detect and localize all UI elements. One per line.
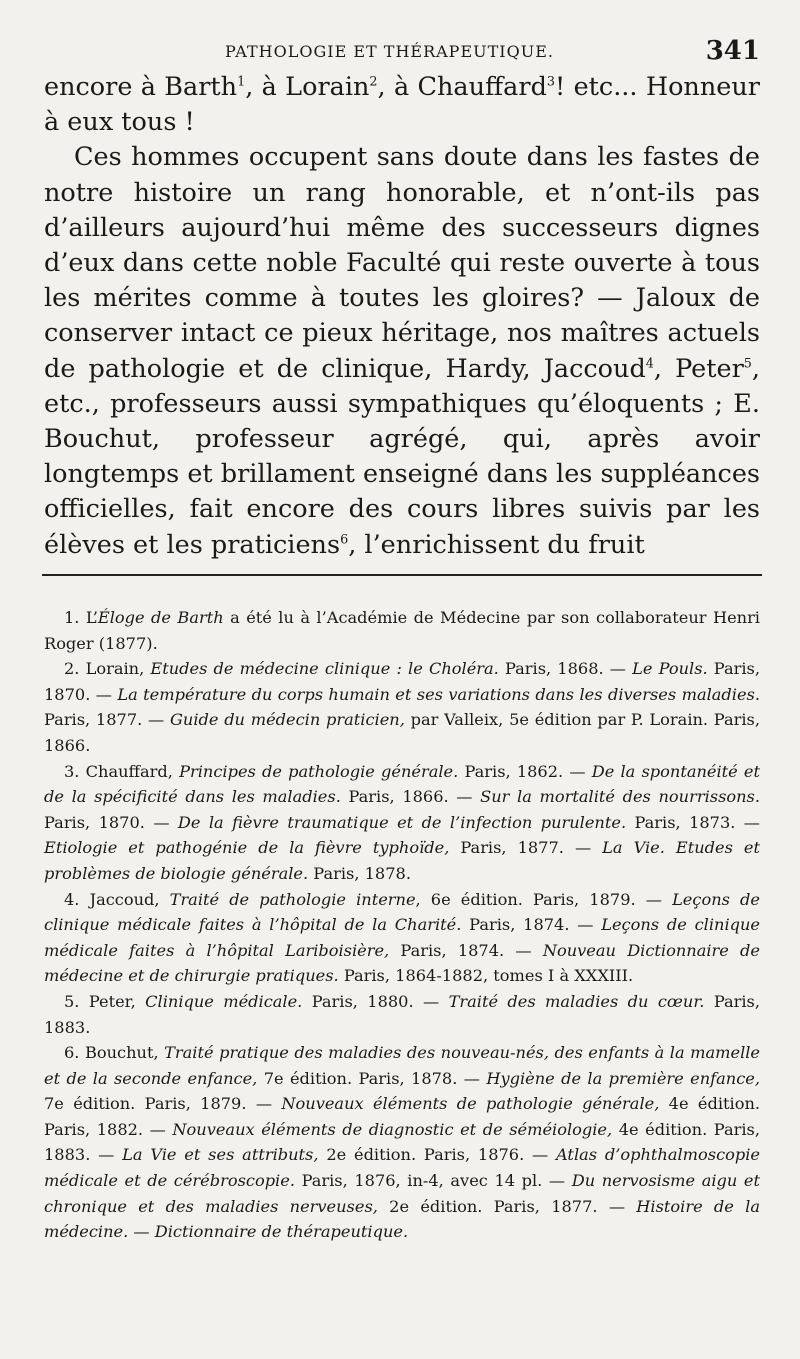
text-run: a été lu à l’Académie de Médecine par son collaborateur Henri Roger (1877). xyxy=(44,608,760,653)
footnote-ref: 1 xyxy=(237,74,246,90)
paragraph xyxy=(44,140,760,562)
title-italic: Leçons de clinique médicale faites à l’hôpital Lariboisière, xyxy=(44,915,760,960)
text-run: Jaccoud, xyxy=(89,889,170,909)
text-run: encore à Barth xyxy=(44,72,238,102)
text-run: Paris, 1873. — xyxy=(626,812,760,832)
footnote-number: 1. xyxy=(64,608,80,627)
title-italic: Histoire de la médecine. xyxy=(44,1196,760,1242)
text-run: , etc., professeurs aussi sympathiques qu’éloquents ; E. Bouchut, professeur agrégé, qui, après avoir longtemps et brillament enseigné dans les suppléances officielles, fait encore des cours libres suivis par les élèves et les praticiens xyxy=(44,353,760,560)
title-italic: Traité pratique des maladies des nouveau-nés, des enfants à la mamelle et de la seconde enfance, xyxy=(44,1043,761,1088)
title-italic: Traité de pathologie interne xyxy=(169,889,416,909)
text-run: 2e édition. Paris, 1877. — xyxy=(377,1196,637,1216)
text-run: L’ xyxy=(85,608,98,627)
title-italic: La température du corps humain et ses variations dans les diverses maladies. xyxy=(117,684,760,704)
text-run: Lorain, xyxy=(85,659,151,679)
text-run: Paris, 1870. — xyxy=(44,812,178,832)
title-italic: Hygiène de la première enfance, xyxy=(486,1068,760,1088)
text-run: , 6e édition. Paris, 1879. — xyxy=(415,889,673,909)
title-italic: Sur la mortalité des nourrissons. xyxy=(480,787,760,807)
page-number: 341 xyxy=(705,36,760,66)
title-italic: Etudes de médecine clinique : le Choléra. xyxy=(150,659,499,679)
text-run: Peter, xyxy=(88,991,146,1011)
text-run: 2e édition. Paris, 1876. — xyxy=(318,1145,557,1165)
title-italic: Guide du médecin praticien, xyxy=(169,710,405,730)
footnote-ref: 2 xyxy=(369,74,378,90)
footnotes xyxy=(44,605,760,1245)
running-title: PATHOLOGIE ET THÉRAPEUTIQUE. xyxy=(225,42,554,61)
title-italic: Dictionnaire de thérapeutique. xyxy=(154,1222,409,1242)
title-italic: Nouveau Dictionnaire de médecine et de chirurgie pratiques. xyxy=(44,940,761,986)
footnote-ref: 3 xyxy=(546,74,556,90)
text-run: par Valleix, 5e édition par P. Lorain. Paris, 1866. xyxy=(44,710,760,755)
footnote-number: 4. xyxy=(64,889,80,909)
footnote-2 xyxy=(44,656,760,758)
title-italic: Éloge de Barth xyxy=(97,608,224,627)
page-header xyxy=(225,36,760,70)
text-run: 4e édition. Paris, 1882. — xyxy=(44,1094,761,1139)
text-run: 7e édition. Paris, 1878. — xyxy=(257,1068,487,1088)
text-run: Paris, 1862. — xyxy=(458,761,592,781)
footnote-number: 3. xyxy=(64,761,80,781)
title-italic: Principes de pathologie générale. xyxy=(179,761,459,781)
text-run: Paris, 1880. — xyxy=(302,991,449,1011)
footnote-number: 2. xyxy=(64,659,80,679)
footnote-separator xyxy=(42,574,762,576)
footnote-ref: 6 xyxy=(340,532,349,548)
title-italic: Atlas d’ophthalmoscopie médicale et de cérébroscopie. xyxy=(44,1145,761,1191)
text-run: 7e édition. Paris, 1879. — xyxy=(44,1094,282,1114)
text-run: , à Lorain xyxy=(245,72,370,102)
text-run: Paris, 1876, in-4, avec 14 pl. — xyxy=(294,1171,572,1191)
title-italic: Le Pouls. xyxy=(632,659,708,679)
footnote-number: 5. xyxy=(64,991,80,1011)
title-italic: Nouveaux éléments de pathologie générale, xyxy=(281,1094,660,1114)
title-italic: Etiologie et pathogénie de la fièvre typhoïde, xyxy=(44,838,450,858)
text-run: Paris, 1874. — xyxy=(389,940,543,960)
text-run: Paris, 1864-1882, tomes I à XXXIII. xyxy=(338,966,634,986)
title-italic: De la fièvre traumatique et de l’infection purulente. xyxy=(177,812,627,832)
text-run: Paris, 1870. — xyxy=(44,659,760,704)
title-italic: Traité des maladies du cœur. xyxy=(448,991,705,1011)
text-run: 4e édition. Paris, 1883. — xyxy=(44,1119,760,1165)
text-run: Paris, 1883. xyxy=(44,991,760,1037)
title-italic: De la spontanéité et de la spécificité dans les maladies. xyxy=(44,761,761,807)
text-run: Ces hommes occupent sans doute dans les fastes de notre histoire un rang honorable, et n’ont-ils pas d’ailleurs aujourd’hui même des successeurs dignes d’eux dans cette noble Faculté qui reste ouverte à tous les mérites comme à toutes les gloires? — Jaloux de conserver intact ce pieux héritage, nos maîtres actuels de pathologie et de clinique, Hardy, Jaccoud xyxy=(44,142,760,384)
footnote-6 xyxy=(44,1040,760,1245)
title-italic: Leçons de clinique médicale faites à l’hôpital de la Charité. xyxy=(44,889,760,935)
title-italic: Clinique médicale. xyxy=(145,991,303,1011)
text-run: Paris, 1868. — xyxy=(498,659,633,679)
footnote-3 xyxy=(44,759,760,887)
footnote-number: 6. xyxy=(64,1043,80,1063)
title-italic: La Vie et ses attributs, xyxy=(122,1145,319,1165)
text-run: Paris, 1866. — xyxy=(340,787,481,807)
footnote-ref: 4 xyxy=(645,356,654,372)
text-run: Paris, 1877. — xyxy=(449,838,603,858)
title-italic: Du nervosisme aigu et chronique et des maladies nerveuses, xyxy=(44,1171,760,1216)
text-run: Paris, 1874. — xyxy=(461,915,602,935)
footnote-1 xyxy=(44,605,760,656)
title-italic: La Vie. Etudes et problèmes de biologie générale. xyxy=(44,838,760,883)
text-run: , Peter xyxy=(653,353,744,384)
title-italic: Nouveaux éléments de diagnostic et de séméiologie, xyxy=(172,1119,613,1139)
main-text xyxy=(44,70,760,563)
text-run: Paris, 1877. — xyxy=(44,710,170,730)
text-run: , l’enrichissent du fruit xyxy=(348,529,645,560)
text-run: ! etc... Honneur à eux tous ! xyxy=(44,72,760,138)
text-run: Chauffard, xyxy=(85,761,180,781)
text-run: Bouchut, xyxy=(84,1043,165,1063)
footnote-5 xyxy=(44,989,760,1040)
paragraph-continuation xyxy=(44,70,760,140)
text-run: Paris, 1878. xyxy=(308,863,411,883)
footnote-ref: 5 xyxy=(743,356,752,372)
text-run: , à Chauffard xyxy=(377,72,547,102)
footnote-4 xyxy=(44,887,760,989)
text-run: — xyxy=(128,1222,155,1242)
